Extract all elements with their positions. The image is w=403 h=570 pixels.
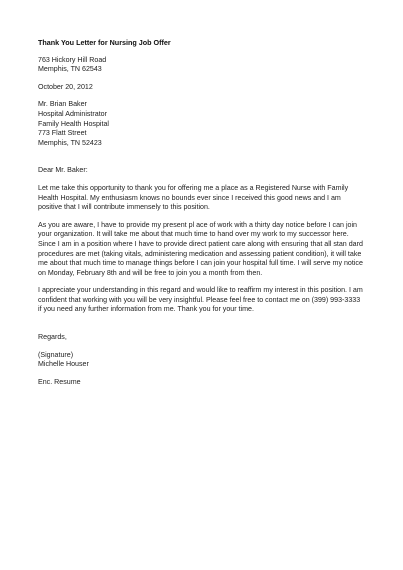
- letter-body: [38, 38, 363, 395]
- recipient-line: 773 Flatt Street: [38, 129, 87, 138]
- letter-date: October 20, 2012: [38, 82, 93, 91]
- sender-address-line: Memphis, TN 62543: [38, 65, 102, 74]
- signature-line: (Signature): [38, 350, 74, 359]
- body-paragraph: As you are aware, I have to provide my present pl ace of work with a thirty day notice before I can join your organization. It will take me about that much time to hand over my work to my successor here. Since I am in a position where I have to provide direct patient care along with ensuring that all stan dard procedures are met (taking vitals, administering medication and assessing patient condition), it will take me about that much time to manage things before I can join your hospital full time. I will serve my notice on Monday, February 8th and will be free to join you a month from then.: [38, 220, 363, 277]
- recipient-line: Memphis, TN 52423: [38, 138, 102, 147]
- recipient-address: [38, 100, 363, 148]
- sender-address: [38, 56, 363, 75]
- letter-title: Thank You Letter for Nursing Job Offer: [38, 38, 171, 47]
- recipient-line: Family Health Hospital: [38, 119, 109, 128]
- recipient-line: Hospital Administrator: [38, 109, 107, 118]
- recipient-line: Mr. Brian Baker: [38, 100, 87, 109]
- closing: Regards,: [38, 333, 67, 342]
- body-paragraph: I appreciate your understanding in this regard and would like to reaffirm my interest in this position. I am confident that working with you will be very insightful. Please feel free to contact me on (399) 993-3333 if you need any further information from me. Thank you for your time.: [38, 286, 363, 314]
- signer-name: Michelle Houser: [38, 360, 89, 369]
- signature-block: [38, 351, 363, 370]
- spacer: [38, 323, 363, 333]
- body-paragraph: Let me take this opportunity to thank you for offering me a place as a Registered Nurse with Family Health Hospital. My enthusiasm knows no bounds ever since I received this good news and I am positive that I will contribute immensely to this position.: [38, 183, 349, 212]
- salutation: Dear Mr. Baker:: [38, 166, 88, 175]
- spacer: [38, 156, 363, 166]
- sender-address-line: 763 Hickory Hill Road: [38, 55, 107, 64]
- enclosure-note: Enc. Resume: [38, 377, 81, 386]
